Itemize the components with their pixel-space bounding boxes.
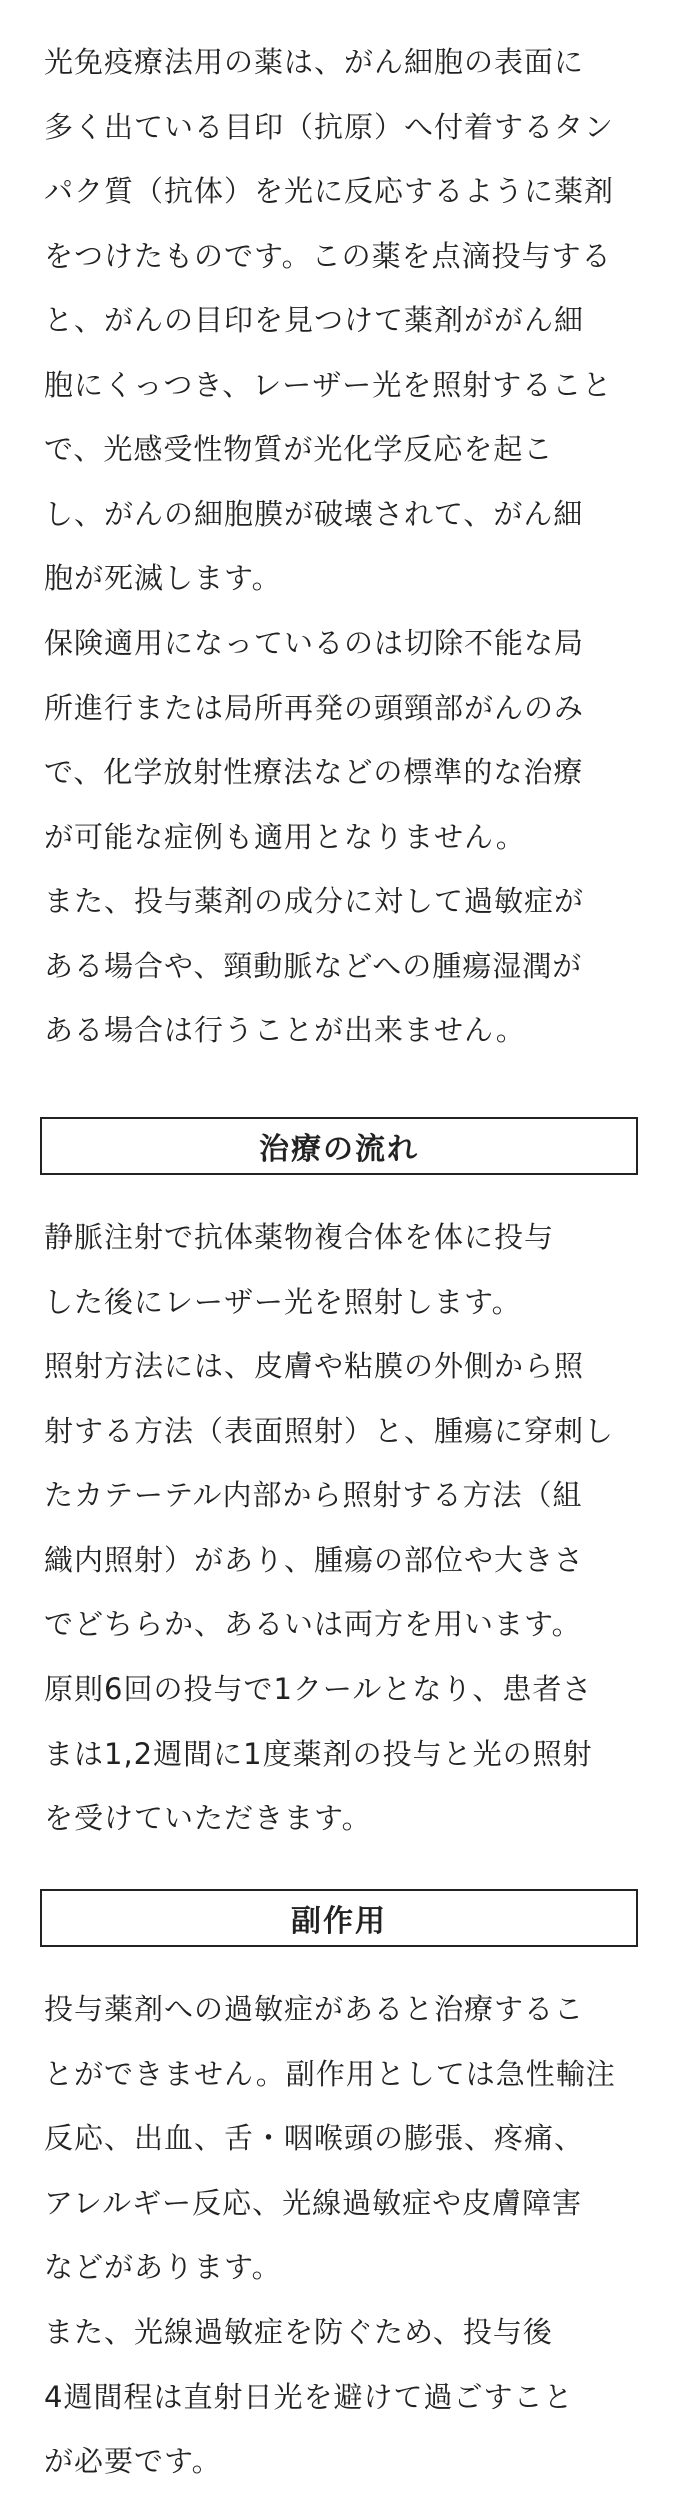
intro-paragraph-mechanism: 光免疫療法用の薬は、がん細胞の表面に 多く出ている目印（抗原）へ付着するタン パク質（抗体）を光に反応するように薬剤 をつけたものです。この薬を点滴投与する と、がんの目印を見つけて薬剤ががん細 胞にくっつき、レーザー光を照射すること で、光感受性物質が光化学反応を起こ し、がんの細胞膜が破壊されて、がん細 胞が死滅します。	[44, 45, 615, 595]
flow-paragraph-injection: 静脈注射で抗体薬物複合体を体に投与 した後にレーザー光を照射します。	[44, 1220, 555, 1319]
section-heading-treatment-flow: 治療の流れ	[40, 1117, 638, 1175]
side-effects-paragraph-sunlight: また、光線過敏症を防ぐため、投与後 4週間程は直射日光を避けて過ごすこと が必要です。	[44, 2315, 574, 2478]
intro-paragraph-insurance: 保険適用になっているのは切除不能な局 所進行または局所再発の頭頸部がんのみ で、化学放射性療法などの標準的な治療 が可能な症例も適用となりません。	[44, 626, 585, 854]
intro-paragraph-contraindications: また、投与薬剤の成分に対して過敏症が ある場合や、頸動脈などへの腫瘍湿潤が ある場合は行うことが出来ません。	[44, 884, 585, 1047]
flow-paragraph-irradiation-methods: 照射方法には、皮膚や粘膜の外側から照 射する方法（表面照射）と、腫瘍に穿刺し たカテーテル内部から照射する方法（組 織内照射）があり、腫瘍の部位や大きさ でどちらか、あるいは両方を用います。	[44, 1349, 615, 1641]
flow-paragraph-course: 原則6回の投与で1クールとなり、患者さ まは1,2週間に1度薬剤の投与と光の照射 を受けていただきます。	[44, 1672, 593, 1835]
side-effects-paragraph-list: 投与薬剤への過敏症があると治療するこ とができません。副作用としては急性輸注 反応、出血、舌・咽喉頭の膨張、疼痛、 アレルギー反応、光線過敏症や皮膚障害 などがあります。	[44, 1992, 616, 2284]
section-heading-side-effects: 副作用	[40, 1889, 638, 1947]
